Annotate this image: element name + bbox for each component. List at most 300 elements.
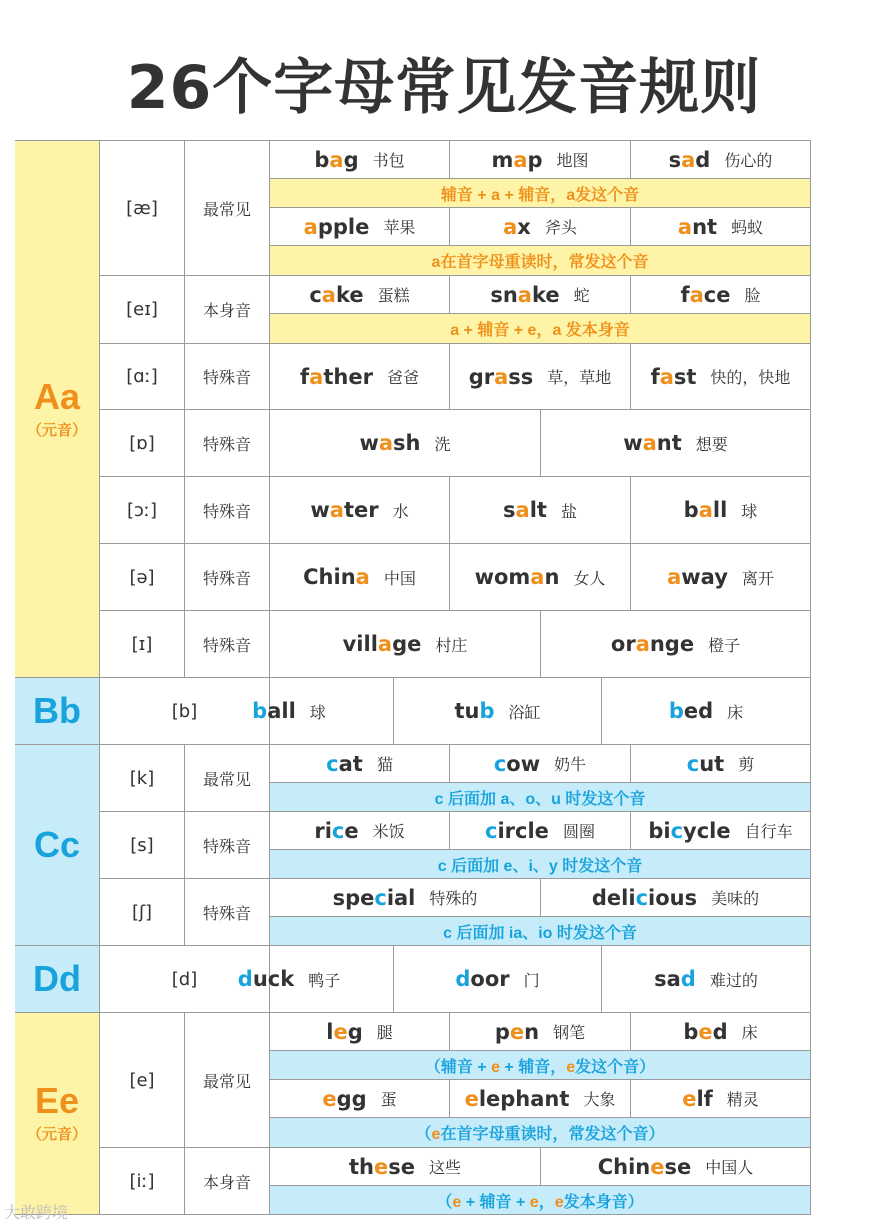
example-word <box>680 283 730 307</box>
word-cell <box>394 946 602 1013</box>
example-word <box>648 819 730 843</box>
highlighted-letters: e <box>698 1019 713 1044</box>
word-cell <box>450 1013 631 1051</box>
ipa-cell <box>100 879 185 946</box>
example-word <box>310 498 378 522</box>
sound-type-label: 最常见 <box>202 1073 251 1091</box>
ipa-cell <box>100 410 185 477</box>
word-meaning: 蛋糕 <box>377 288 410 305</box>
word-part: nge <box>649 632 695 656</box>
word-part: ut <box>699 751 725 776</box>
highlighted-letters: c <box>485 818 498 843</box>
word-part: s <box>503 498 516 522</box>
word-cell <box>631 1080 811 1118</box>
word-cell <box>631 544 811 611</box>
example-word <box>491 148 542 172</box>
word-part: lt <box>529 498 547 522</box>
highlighted-letters: d <box>237 967 253 991</box>
word-cell <box>270 812 450 850</box>
ipa-cell <box>100 745 185 812</box>
example-word <box>678 215 717 239</box>
example-word <box>322 1087 366 1111</box>
highlighted-letters: a <box>309 364 324 389</box>
word-meaning: 床 <box>727 704 744 722</box>
ipa-symbol: [s] <box>130 834 154 856</box>
word-meaning: 美味的 <box>711 891 760 908</box>
word-cell <box>631 1013 811 1051</box>
example-word <box>611 632 694 656</box>
word-cell <box>270 1148 541 1186</box>
word-part: b <box>683 498 699 522</box>
word-part: way <box>681 565 728 589</box>
rule-note-text: （e在首字母重读时，常发这个音） <box>415 1126 665 1143</box>
word-meaning: 村庄 <box>435 637 468 655</box>
highlighted-letters: a <box>698 498 713 522</box>
word-cell <box>631 812 811 850</box>
word-part: ke <box>531 282 560 307</box>
highlighted-letters: a <box>530 565 545 589</box>
word-meaning: 橙子 <box>708 637 741 655</box>
example-word <box>667 565 728 589</box>
word-meaning: 盐 <box>560 503 577 521</box>
highlighted-letters: a <box>321 282 336 307</box>
example-word <box>304 215 370 239</box>
word-meaning: 书包 <box>372 153 405 170</box>
sound-type-cell <box>185 276 270 344</box>
highlighted-letters: c <box>493 751 507 776</box>
ipa-symbol: [ɑː] <box>126 366 158 387</box>
highlighted-letters: d <box>455 967 471 991</box>
ipa-symbol: [iː] <box>129 1170 155 1192</box>
highlighted-letters: a <box>329 147 344 172</box>
word-cell <box>394 678 602 745</box>
word-part: f <box>650 364 660 389</box>
highlighted-letters: a <box>517 282 532 307</box>
word-meaning: 球 <box>309 704 326 722</box>
word-meaning: 腿 <box>376 1025 393 1042</box>
word-cell <box>450 344 631 410</box>
example-word <box>503 498 547 522</box>
word-cell <box>270 745 450 783</box>
word-cell <box>450 141 631 179</box>
sound-type-label: 特殊音 <box>202 570 251 588</box>
highlighted-letters: a <box>677 214 693 239</box>
highlighted-letters: a <box>515 498 530 522</box>
rule-note <box>270 314 811 344</box>
word-part: ther <box>323 364 373 389</box>
word-part: e <box>344 818 359 843</box>
word-part: ycle <box>683 818 731 843</box>
rule-note <box>270 1186 811 1215</box>
sound-type-cell <box>185 477 270 544</box>
word-cell <box>450 745 631 783</box>
example-word <box>485 819 549 843</box>
example-word <box>669 699 713 723</box>
word-meaning: 难过的 <box>709 972 758 990</box>
word-meaning: 大象 <box>583 1092 616 1109</box>
word-part: at <box>338 751 363 776</box>
word-part: Chin <box>303 565 356 589</box>
highlighted-letters: a <box>642 431 657 455</box>
example-word <box>669 148 711 172</box>
sound-type-cell <box>185 344 270 410</box>
letter-cell-a <box>15 141 100 678</box>
sound-type-cell <box>185 879 270 946</box>
letter-cell-c <box>15 745 100 946</box>
word-part: lephant <box>478 1086 570 1111</box>
word-meaning: 鸭子 <box>308 972 341 990</box>
sound-type-cell <box>185 812 270 879</box>
word-part: n <box>524 1019 540 1044</box>
ipa-cell <box>100 812 185 879</box>
word-cell <box>450 276 631 314</box>
example-word <box>592 886 697 910</box>
word-cell <box>541 879 811 917</box>
page-title: 26个字母常见发音规则 <box>126 53 762 123</box>
highlighted-letters: e <box>373 1154 389 1179</box>
example-word <box>309 283 363 307</box>
word-cell <box>270 344 450 410</box>
ipa-cell <box>100 477 185 544</box>
highlighted-letters: a <box>667 565 682 589</box>
word-meaning: 猫 <box>376 757 393 774</box>
word-cell <box>185 678 394 745</box>
word-meaning: 米饭 <box>372 824 405 841</box>
word-part: c <box>309 282 322 307</box>
letter-title: Bb <box>33 690 81 731</box>
word-meaning: 想要 <box>695 436 728 454</box>
word-part: p <box>527 147 543 172</box>
word-meaning: 快的，快地 <box>710 370 791 387</box>
word-meaning: 钢笔 <box>553 1025 586 1042</box>
word-part: b <box>683 1019 699 1044</box>
rule-note-text: a + 辅音 + e，a 发本身音 <box>450 322 630 339</box>
word-cell <box>270 276 450 314</box>
rule-note-text: c 后面加 a、o、u 时发这个音 <box>434 790 646 808</box>
word-part: g <box>343 147 359 172</box>
word-part: f <box>300 364 310 389</box>
word-meaning: 蛇 <box>573 288 590 305</box>
word-meaning: 剪 <box>738 757 755 774</box>
sound-type-cell <box>185 544 270 611</box>
word-meaning: 门 <box>523 972 540 990</box>
highlighted-letters: a <box>494 364 509 389</box>
word-cell <box>270 544 450 611</box>
word-cell <box>631 344 811 410</box>
rule-note <box>270 917 811 946</box>
word-part: se <box>664 1154 692 1179</box>
rule-note <box>270 1118 811 1148</box>
ipa-symbol: [ʃ] <box>131 901 153 923</box>
example-word <box>654 967 696 991</box>
word-part: w <box>359 431 379 455</box>
word-part: ed <box>683 699 714 723</box>
word-meaning: 水 <box>392 503 409 521</box>
ipa-symbol: [ɪ] <box>131 633 153 655</box>
rule-note-text: 辅音 + a + 辅音，a发这个音 <box>440 186 640 204</box>
letter-cell-d <box>15 946 100 1013</box>
word-part: vill <box>342 632 378 656</box>
word-part: th <box>348 1154 374 1179</box>
highlighted-letters: a <box>513 147 528 172</box>
word-part: or <box>610 632 636 656</box>
rule-note-text: （e + 辅音 + e，e发本身音） <box>436 1193 644 1211</box>
word-part: spe <box>332 885 375 910</box>
word-part: ge <box>392 632 422 656</box>
ipa-cell <box>100 611 185 678</box>
highlighted-letters: b <box>668 699 684 723</box>
word-part: sh <box>393 431 421 455</box>
word-cell <box>270 410 541 477</box>
word-meaning: 草，草地 <box>547 370 612 387</box>
word-part: m <box>491 147 514 172</box>
example-word <box>238 967 294 991</box>
word-part: lf <box>696 1086 713 1111</box>
sound-type-cell <box>185 745 270 812</box>
vowel-label: （元音） <box>26 421 87 439</box>
sound-type-cell <box>185 1148 270 1215</box>
word-part: ter <box>343 498 379 522</box>
word-cell <box>450 812 631 850</box>
word-cell <box>631 208 811 246</box>
word-part: sa <box>654 967 681 991</box>
word-part: oor <box>470 967 510 991</box>
word-part: nt <box>692 214 718 239</box>
example-word <box>303 565 370 589</box>
highlighted-letters: e <box>333 1019 348 1044</box>
word-part: Chin <box>597 1154 651 1179</box>
word-cell <box>270 141 450 179</box>
word-meaning: 中国人 <box>705 1160 754 1177</box>
word-cell <box>270 208 450 246</box>
highlighted-letters: e <box>682 1086 697 1111</box>
word-part: ow <box>506 751 541 776</box>
example-word <box>687 752 724 776</box>
word-part: b <box>314 147 330 172</box>
word-meaning: 精灵 <box>726 1092 759 1109</box>
example-word <box>326 1020 363 1044</box>
word-meaning: 伤心的 <box>724 153 773 170</box>
highlighted-letters: c <box>686 751 700 776</box>
sound-type-label: 特殊音 <box>202 503 251 521</box>
example-word <box>349 1155 415 1179</box>
sound-type-label: 特殊音 <box>202 436 251 454</box>
sound-type-cell <box>185 141 270 276</box>
sound-type-label: 特殊音 <box>202 637 251 655</box>
rule-note <box>270 246 811 276</box>
word-meaning: 自行车 <box>744 824 793 841</box>
rule-note-text: （辅音 + e + 辅音，e发这个音） <box>424 1058 656 1076</box>
word-part: sn <box>490 282 518 307</box>
highlighted-letters: c <box>331 818 345 843</box>
word-cell <box>450 208 631 246</box>
word-part: tu <box>454 699 480 723</box>
watermark: 大敢跨境 <box>4 1205 69 1222</box>
example-word <box>469 365 534 389</box>
highlighted-letters: a <box>377 632 393 656</box>
example-word <box>314 819 358 843</box>
word-meaning: 苹果 <box>383 220 416 237</box>
word-cell <box>450 544 631 611</box>
letter-title: Aa <box>33 375 81 417</box>
example-word <box>454 699 494 723</box>
sound-type-label: 特殊音 <box>202 905 251 923</box>
word-part: all <box>267 699 296 723</box>
example-word <box>490 283 559 307</box>
word-part: se <box>388 1154 415 1179</box>
rule-note <box>270 850 811 879</box>
sound-type-label: 最常见 <box>202 201 251 219</box>
sound-type-cell <box>185 611 270 678</box>
word-part: ce <box>703 282 731 307</box>
sound-type-label: 最常见 <box>202 771 251 789</box>
word-part: wom <box>474 565 531 589</box>
example-word <box>326 752 363 776</box>
highlighted-letters: c <box>635 885 649 910</box>
example-word <box>333 886 416 910</box>
word-part: ircle <box>497 818 549 843</box>
highlighted-letters: a <box>303 214 318 239</box>
highlighted-letters: b <box>252 699 268 723</box>
rule-note <box>270 179 811 208</box>
word-part: deli <box>591 885 636 910</box>
ipa-symbol: [b] <box>171 700 198 722</box>
word-part: ss <box>508 364 534 389</box>
ipa-symbol: [e] <box>129 1069 155 1091</box>
word-cell <box>631 141 811 179</box>
word-meaning: 脸 <box>744 288 761 305</box>
letter-title: Ee <box>34 1080 80 1121</box>
word-meaning: 球 <box>741 503 758 521</box>
rule-note <box>270 1051 811 1080</box>
sound-type-label: 本身音 <box>202 1174 251 1192</box>
word-meaning: 地图 <box>556 153 589 170</box>
letter-cell-b <box>15 678 100 745</box>
highlighted-letters: a <box>635 632 650 656</box>
word-meaning: 这些 <box>428 1160 461 1177</box>
word-meaning: 浴缸 <box>508 704 541 722</box>
word-cell <box>270 611 541 678</box>
word-part: pple <box>317 214 370 239</box>
example-word <box>252 699 296 723</box>
word-part: ll <box>712 498 728 522</box>
word-meaning: 爸爸 <box>386 370 419 387</box>
letter-cell-e <box>15 1013 100 1215</box>
rule-note-text: c 后面加 ia、io 时发这个音 <box>443 924 637 942</box>
sound-type-label: 本身音 <box>202 303 251 320</box>
ipa-cell <box>100 1013 185 1148</box>
word-cell <box>631 745 811 783</box>
word-cell <box>602 678 811 745</box>
word-part: x <box>517 214 531 239</box>
word-meaning: 蚂蚁 <box>731 220 764 237</box>
word-meaning: 中国 <box>383 570 416 588</box>
example-word <box>343 632 422 656</box>
word-part: w <box>310 498 330 522</box>
word-cell <box>541 611 811 678</box>
word-cell <box>450 477 631 544</box>
highlighted-letters: a <box>689 282 704 307</box>
word-cell <box>270 879 541 917</box>
example-word <box>683 1020 727 1044</box>
word-part: ke <box>335 282 364 307</box>
word-cell <box>631 477 811 544</box>
word-cell <box>270 477 450 544</box>
word-meaning: 床 <box>741 1025 758 1042</box>
ipa-symbol: [æ] <box>126 197 158 219</box>
word-part: w <box>623 431 643 455</box>
highlighted-letters: e <box>464 1086 479 1111</box>
word-part: n <box>544 565 560 589</box>
ipa-symbol: [eɪ] <box>126 299 158 320</box>
highlighted-letters: c <box>670 818 684 843</box>
example-word <box>623 431 682 455</box>
sound-type-label: 特殊音 <box>202 370 251 387</box>
example-word <box>503 215 531 239</box>
highlighted-letters: e <box>322 1086 337 1111</box>
word-cell <box>631 276 811 314</box>
highlighted-letters: e <box>509 1019 525 1044</box>
word-part: st <box>673 364 697 389</box>
sound-type-cell <box>185 410 270 477</box>
word-meaning: 特殊的 <box>429 891 478 908</box>
word-part: gg <box>336 1086 367 1111</box>
sound-type-cell <box>185 1013 270 1148</box>
word-meaning: 女人 <box>573 570 606 588</box>
word-cell <box>541 410 811 477</box>
ipa-symbol: [k] <box>129 767 155 789</box>
example-word <box>465 1087 570 1111</box>
ipa-cell <box>100 1148 185 1215</box>
word-part: uck <box>252 967 295 991</box>
ipa-symbol: [ɔː] <box>127 499 157 521</box>
highlighted-letters: a <box>355 565 370 589</box>
word-part: nt <box>656 431 682 455</box>
word-part: f <box>680 282 690 307</box>
word-part: g <box>347 1019 363 1044</box>
word-cell <box>270 1080 450 1118</box>
example-word <box>651 365 697 389</box>
word-cell <box>185 946 394 1013</box>
word-part: gr <box>468 364 495 389</box>
example-word <box>455 967 509 991</box>
word-part: ious <box>648 885 698 910</box>
example-word <box>598 1155 692 1179</box>
word-part: bi <box>648 818 671 843</box>
word-part: p <box>494 1019 510 1044</box>
word-part: d <box>712 1019 728 1044</box>
word-meaning: 蛋 <box>380 1092 397 1109</box>
highlighted-letters: a <box>503 214 518 239</box>
ipa-cell <box>100 344 185 410</box>
example-word <box>300 365 373 389</box>
example-word <box>314 148 358 172</box>
word-part: s <box>668 147 682 172</box>
ipa-symbol: [ɒ] <box>129 432 155 454</box>
word-meaning: 斧头 <box>544 220 577 237</box>
rule-note-text: a在首字母重读时，常发这个音 <box>431 254 649 271</box>
rule-note-text: c 后面加 e、i、y 时发这个音 <box>437 857 643 875</box>
highlighted-letters: a <box>681 147 696 172</box>
example-word <box>475 565 560 589</box>
letter-title: Dd <box>33 958 81 999</box>
example-word <box>359 431 420 455</box>
word-cell <box>450 1080 631 1118</box>
ipa-symbol: [d] <box>171 968 198 990</box>
highlighted-letters: c <box>326 751 339 776</box>
ipa-cell <box>100 544 185 611</box>
vowel-label: （元音） <box>26 1126 87 1143</box>
